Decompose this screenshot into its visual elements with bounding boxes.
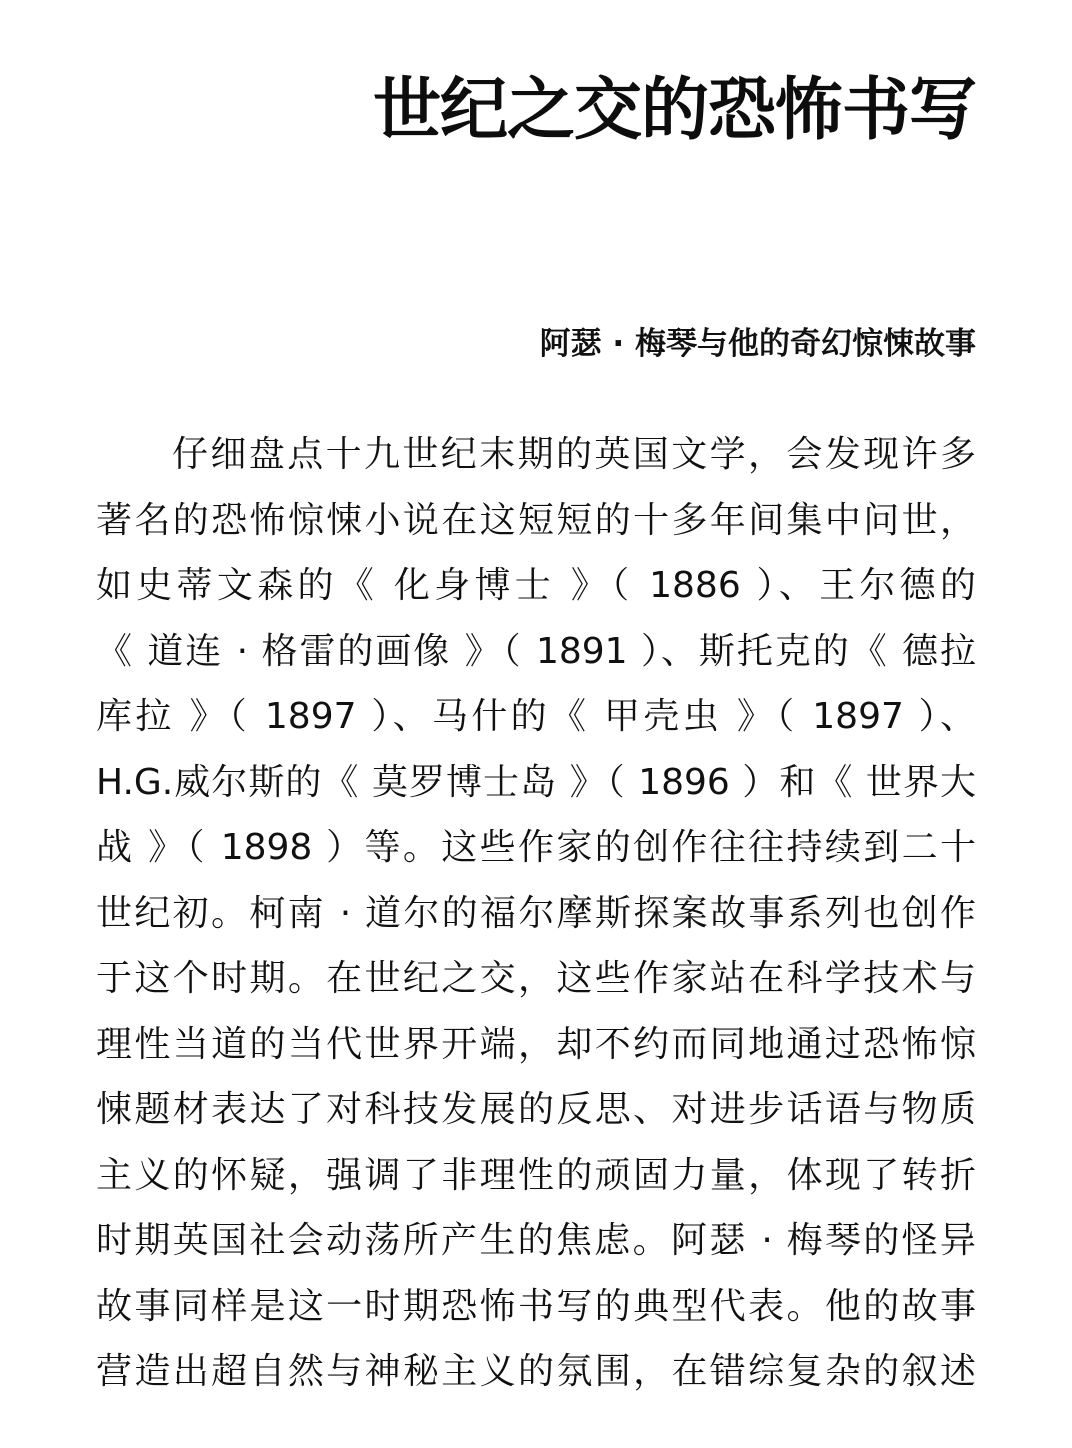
- paragraph-line: 如史蒂文森的《 化身博士 》（ 1886 ）、王尔德的: [96, 565, 976, 606]
- paragraph-line: 理性当道的当代世界开端，却不约而同地通过恐怖惊: [96, 1023, 976, 1065]
- paragraph-line: 库拉 》（ 1897 ）、马什的《 甲壳虫 》（ 1897 ）、: [96, 696, 976, 737]
- section-subtitle: 阿瑟 · 梅琴与他的奇幻惊悚故事: [539, 326, 976, 362]
- paragraph-line: 故事同样是这一时期恐怖书写的典型代表。他的故事: [96, 1285, 976, 1327]
- paragraph-line: 著名的恐怖惊悚小说在这短短的十多年间集中问世，: [96, 499, 976, 541]
- paragraph-line: 战 》（ 1898 ）等。这些作家的创作往往持续到二十: [96, 827, 976, 868]
- paragraph-line: 时期英国社会动荡所产生的焦虑。阿瑟 · 梅琴的怪异: [96, 1220, 976, 1261]
- paragraph-line: 《 道连 · 格雷的画像 》（ 1891 ）、斯托克的《 德拉: [96, 630, 976, 672]
- paragraph-line: 主义的怀疑，强调了非理性的顽固力量，体现了转折: [96, 1154, 976, 1196]
- body-paragraph: [96, 422, 976, 1405]
- paragraph-line: 世纪初。柯南 · 道尔的福尔摩斯探案故事系列也创作: [96, 892, 976, 934]
- paragraph-line: 营造出超自然与神秘主义的氛围，在错综复杂的叙述: [96, 1351, 976, 1392]
- paragraph-line: 于这个时期。在世纪之交，这些作家站在科学技术与: [96, 958, 976, 999]
- paragraph-line: 悚题材表达了对科技发展的反思、对进步话语与物质: [96, 1089, 976, 1130]
- page-title: 世纪之交的恐怖书写: [372, 70, 976, 150]
- paragraph-line: H.G.威尔斯的《 莫罗博士岛 》（ 1896 ）和《 世界大: [96, 761, 976, 803]
- paragraph-line: 仔细盘点十九世纪末期的英国文学，会发现许多: [172, 434, 976, 475]
